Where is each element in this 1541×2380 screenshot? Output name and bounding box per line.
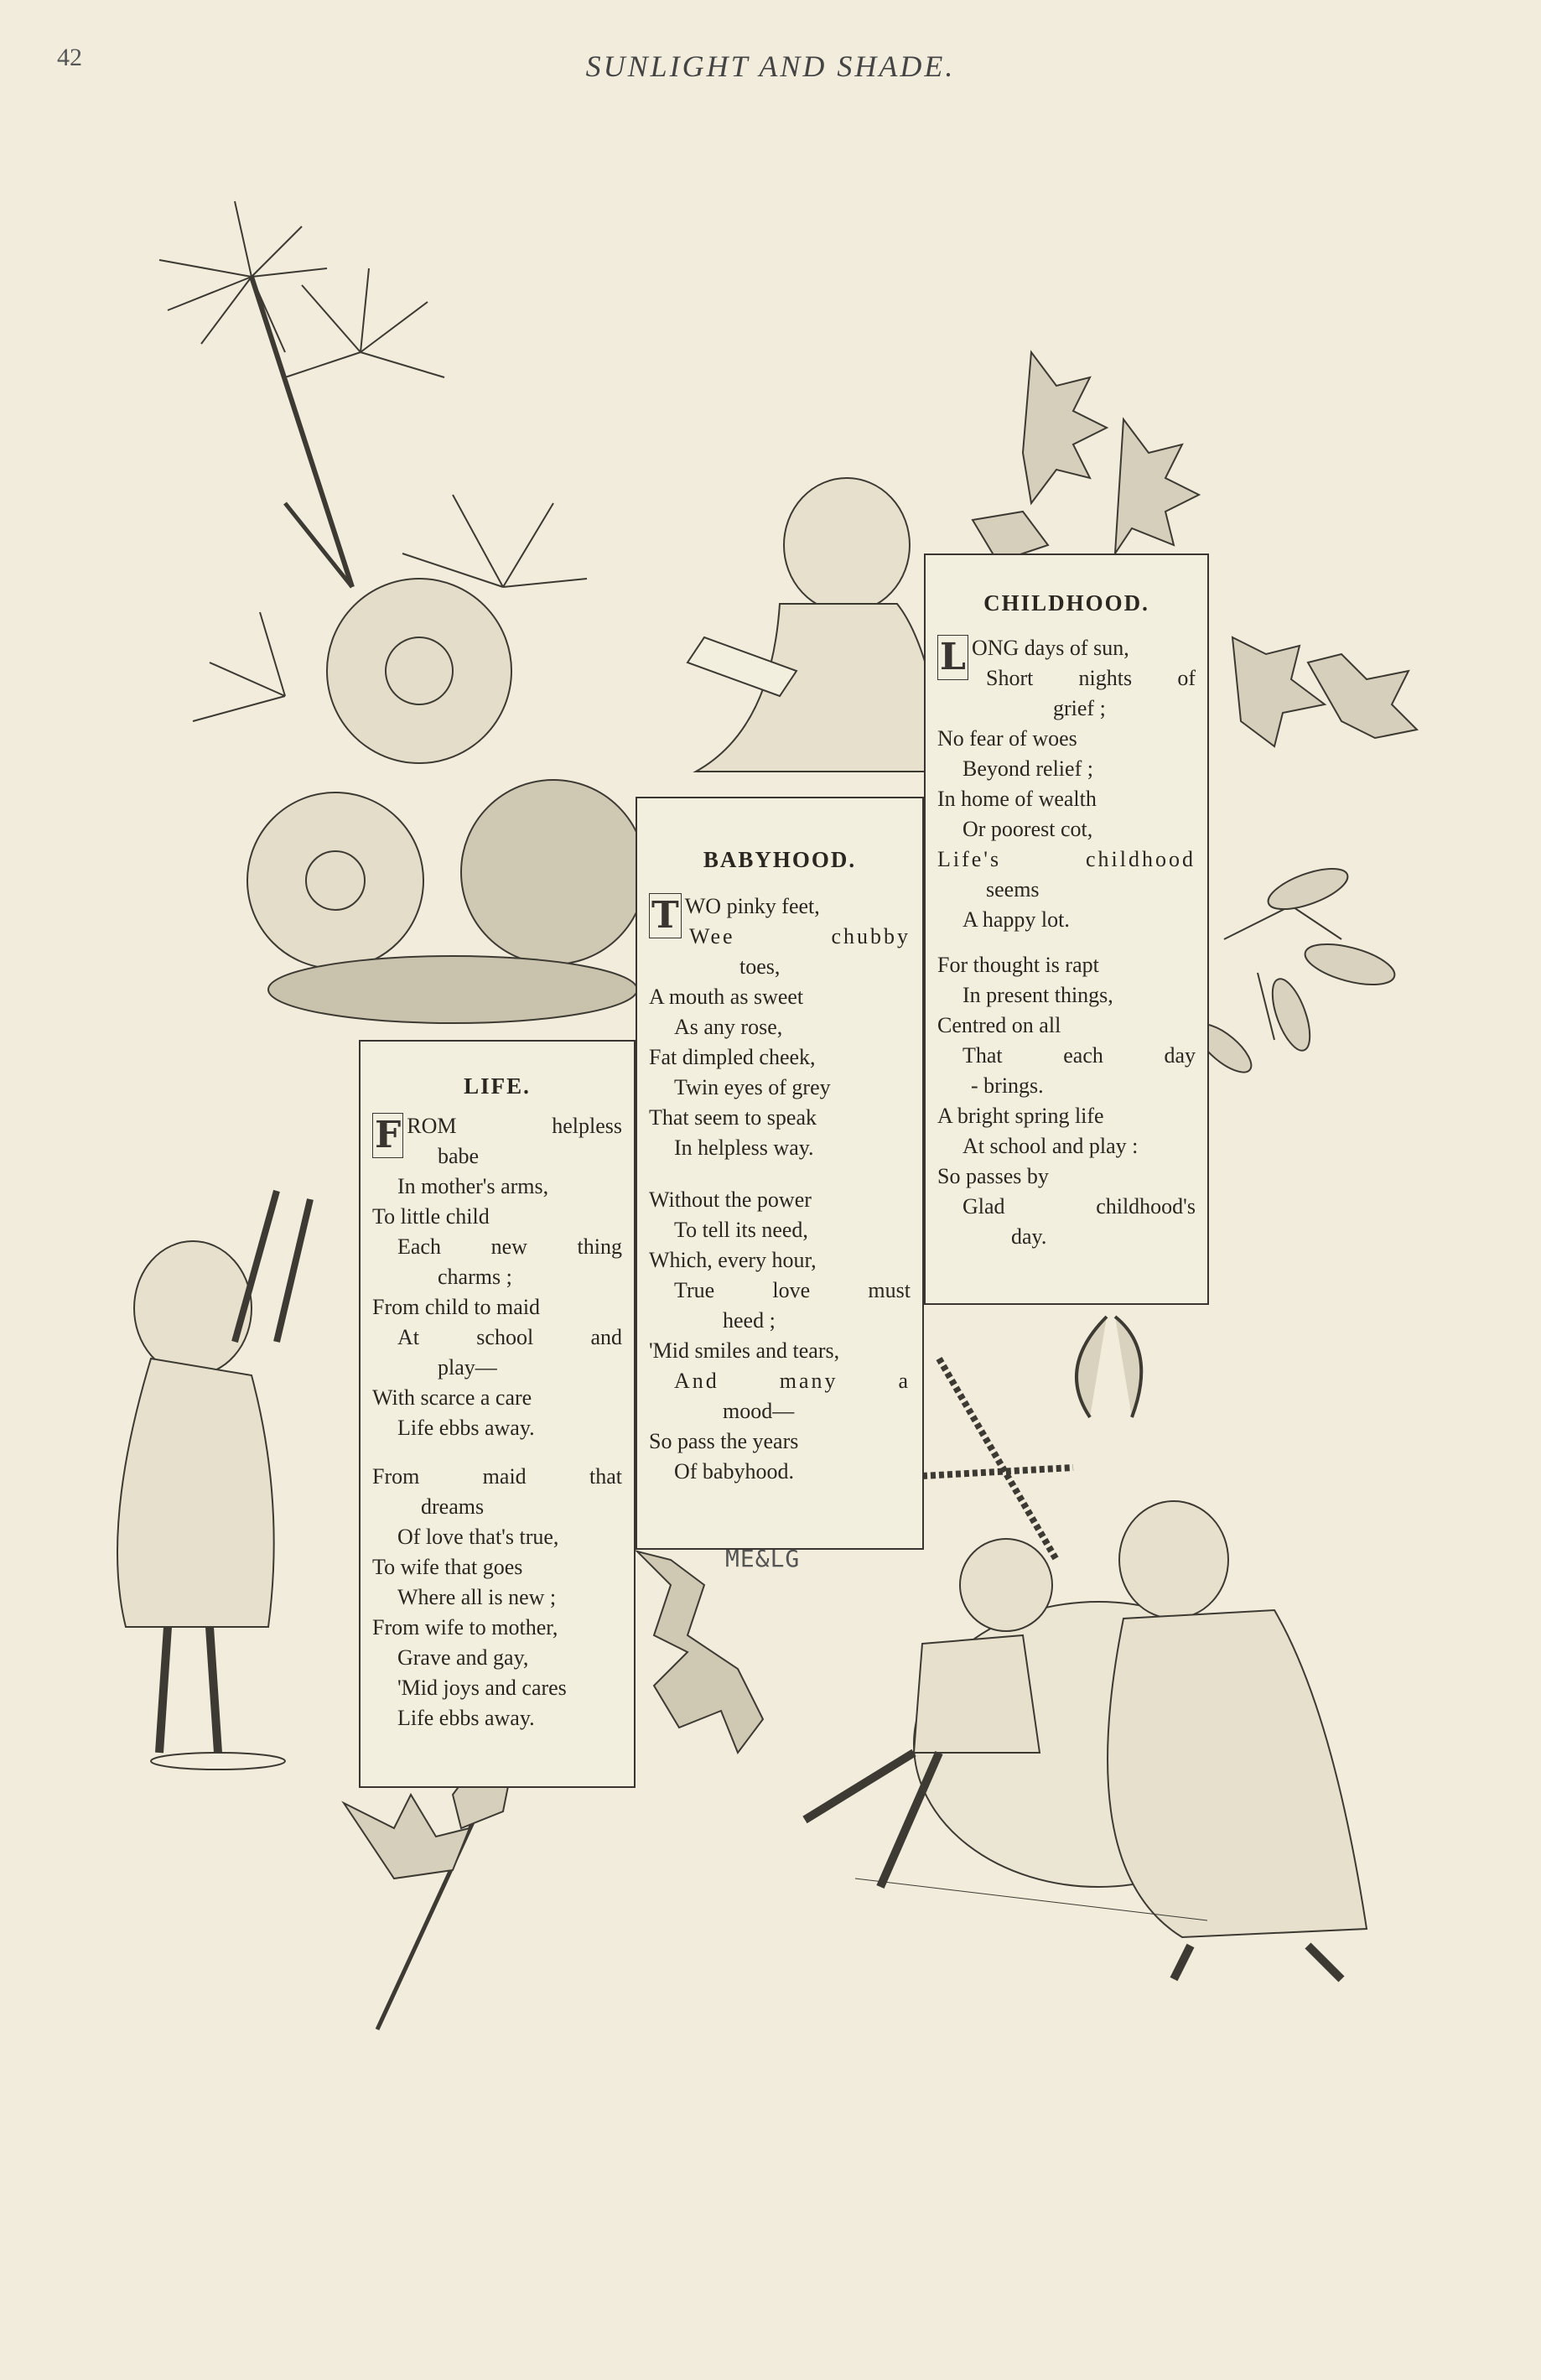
drop-cap-letter: L	[937, 635, 968, 680]
stanza	[649, 891, 911, 1163]
artist-signature: ME&LG	[725, 1545, 801, 1572]
poem-line: Short nights of	[986, 666, 1196, 690]
poem-title-babyhood: BABYHOOD.	[703, 847, 857, 872]
poem-line: Or poorest cot,	[962, 817, 1093, 841]
poem-line: To tell its need,	[674, 1218, 808, 1242]
poem-line: Of babyhood.	[674, 1459, 794, 1484]
poem-line: Grave and gay,	[397, 1645, 529, 1670]
poem-line: From child to maid	[372, 1295, 541, 1319]
poem-title-life: LIFE.	[464, 1073, 531, 1099]
poem-line: Glad childhood's	[962, 1194, 1196, 1219]
poem-line: In helpless way.	[674, 1135, 814, 1160]
poem-line: That seem to speak	[649, 1105, 817, 1130]
poem-line: Twin eyes of grey	[674, 1075, 831, 1099]
poem-line: From maid that	[372, 1464, 622, 1489]
poem-line: charms ;	[438, 1265, 512, 1289]
flower-cluster-illustration	[247, 579, 646, 1023]
poem-line: Centred on all	[937, 1013, 1061, 1037]
poem-line: As any rose,	[674, 1015, 783, 1039]
poem-line: - brings.	[971, 1073, 1044, 1098]
poem-line: So passes by	[937, 1164, 1049, 1188]
drop-cap-letter: T	[649, 893, 682, 938]
poem-line: At school and play :	[962, 1134, 1139, 1158]
poem-line: mood—	[723, 1399, 795, 1423]
poem-line: To wife that goes	[372, 1555, 523, 1579]
poem-line: Fat dimpled cheek,	[649, 1045, 816, 1069]
stanza	[649, 1185, 911, 1487]
poem-line: That each day	[962, 1043, 1196, 1068]
poem-line: 'Mid smiles and tears,	[649, 1338, 840, 1363]
poem-line: In mother's arms,	[397, 1174, 549, 1198]
poem-line: In present things,	[962, 983, 1113, 1007]
poem-line: Wee chubby	[689, 924, 911, 948]
stanza	[937, 950, 1196, 1252]
poem-line: Which, every hour,	[649, 1248, 817, 1272]
stanza	[372, 1462, 622, 1733]
poem-line: Life ebbs away.	[397, 1706, 535, 1730]
poem-line: In home of wealth	[937, 787, 1097, 811]
poem-life	[359, 1040, 636, 1788]
poem-line: Life's childhood	[937, 847, 1196, 871]
catkin-branch-illustration	[922, 1359, 1073, 1560]
poem-line: And many a	[674, 1369, 911, 1393]
poem-line: At school and	[397, 1325, 622, 1349]
poem-line: day.	[1011, 1224, 1047, 1249]
poem-line: True love must	[674, 1278, 911, 1302]
poem-line: babe	[438, 1144, 480, 1168]
poem-line: grief ;	[1053, 696, 1106, 720]
page-number: 42	[57, 44, 82, 71]
poem-childhood	[924, 553, 1209, 1305]
poem-line: WO pinky feet,	[684, 894, 820, 918]
poem-line: ROM helpless	[407, 1114, 622, 1138]
poem-line: toes,	[739, 954, 781, 979]
poem-line: 'Mid joys and cares	[397, 1676, 567, 1700]
poem-line: A bright spring life	[937, 1104, 1104, 1128]
stanza	[937, 633, 1196, 935]
poem-line: For thought is rapt	[937, 953, 1099, 977]
poem-line: Of love that's true,	[397, 1525, 559, 1549]
poem-line: No fear of woes	[937, 726, 1077, 751]
poem-line: To little child	[372, 1204, 490, 1229]
poem-babyhood	[636, 797, 924, 1550]
drop-cap-letter: F	[372, 1113, 403, 1158]
running-head: SUNLIGHT AND SHADE.	[585, 49, 956, 83]
poem-line: Where all is new ;	[397, 1585, 557, 1609]
poem-line: seems	[986, 877, 1040, 902]
girl-reaching-illustration	[117, 1191, 310, 1769]
poem-line: Beyond relief ;	[962, 756, 1093, 781]
children-snowball-illustration	[805, 1501, 1367, 1979]
reading-child-illustration	[687, 478, 947, 772]
poem-title-childhood: CHILDHOOD.	[983, 590, 1149, 616]
holly-branch-illustration	[344, 1761, 511, 2029]
poem-line: A mouth as sweet	[649, 985, 804, 1009]
poem-line: ONG days of sun,	[971, 636, 1129, 660]
poem-line: Each new thing	[397, 1234, 622, 1259]
holly-leaf-illustration	[637, 1551, 763, 1753]
poem-line: So pass the years	[649, 1429, 799, 1453]
poem-line: dreams	[421, 1494, 485, 1519]
poem-line: A happy lot.	[962, 907, 1070, 932]
poem-line: With scarce a care	[372, 1385, 532, 1410]
poem-line: Life ebbs away.	[397, 1416, 535, 1440]
poem-line: play—	[438, 1355, 497, 1380]
stanza	[372, 1111, 622, 1443]
poem-line: From wife to mother,	[372, 1615, 558, 1639]
poem-line: Without the power	[649, 1187, 812, 1212]
poem-line: heed ;	[723, 1308, 776, 1333]
